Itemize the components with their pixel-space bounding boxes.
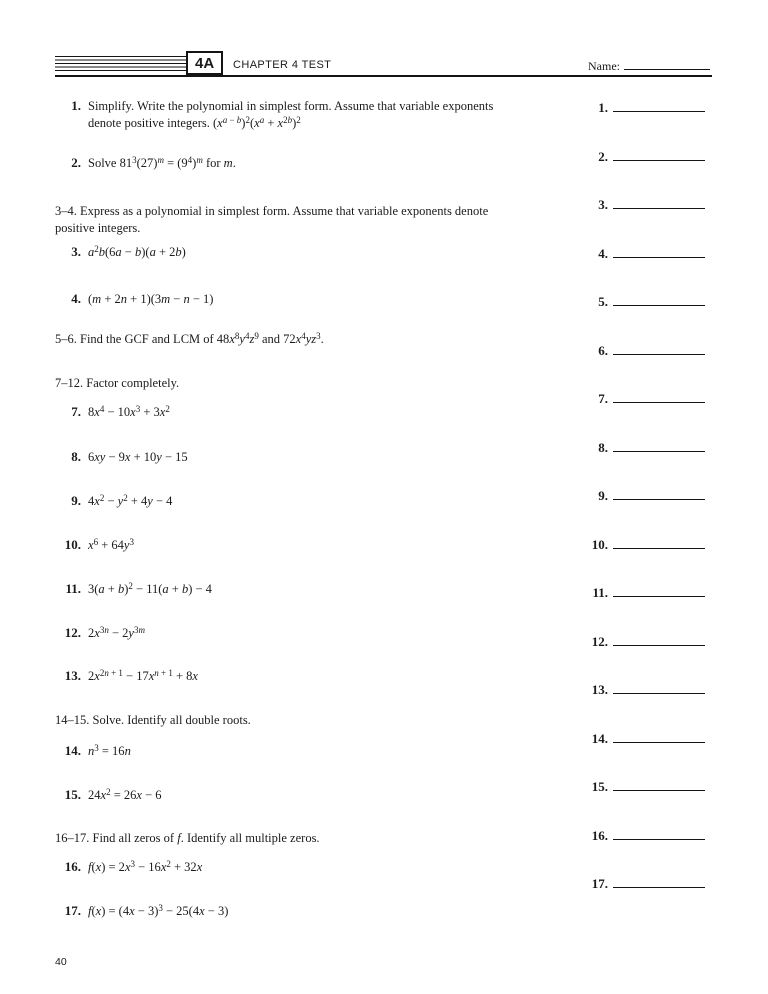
problem-4: [55, 290, 590, 308]
answer-line[interactable]: [613, 874, 705, 888]
answer-number: 13.: [591, 682, 608, 697]
problem-11: [55, 580, 590, 598]
answer-line[interactable]: [613, 98, 705, 112]
instruction-16-17: 16–17. Find all zeros of f. Identify all multiple zeros.: [55, 831, 320, 845]
answer-blank-4: [584, 244, 705, 261]
answer-line[interactable]: [613, 777, 705, 791]
problem-number: 11.: [65, 581, 81, 596]
problem-15: [55, 786, 590, 804]
answer-blank-13: [584, 680, 705, 697]
answer-blank-9: [584, 486, 705, 503]
problem-10: [55, 536, 590, 554]
problem-text: $f(x) = (4x - 3)^3 - 25(4x - 3)$: [88, 902, 229, 918]
problem-text: Simplify. Write the polynomial in simplest form. Assume that variable exponents denote positive integers. $(x^{a - b})^2(x^a + x^{2b})^2$: [88, 99, 494, 130]
chapter-title: CHAPTER 4 TEST: [233, 59, 332, 71]
name-label: Name:: [588, 59, 620, 73]
problem-text: $4x^2 - y^2 + 4y - 4$: [88, 492, 173, 508]
instruction-5-6: 5–6. Find the GCF and LCM of $48x^8y^4z^9$ and $72x^4yz^3$.: [55, 330, 324, 346]
answer-blank-10: [584, 535, 705, 552]
answer-blank-11: [584, 583, 705, 600]
answer-number: 3.: [598, 197, 608, 212]
answer-number: 12.: [591, 633, 608, 649]
instruction-3-4: 3–4. Express as a polynomial in simplest form. Assume that variable exponents denote positive integers.: [55, 204, 489, 235]
answer-number: 5.: [598, 294, 608, 309]
answer-line[interactable]: [613, 244, 705, 258]
problem-3: [55, 243, 590, 261]
problem-text: $2x^{3n} - 2y^{3m}$: [88, 624, 145, 640]
answer-line[interactable]: [613, 680, 705, 694]
problem-text: $n^3 = 16n$: [88, 742, 131, 758]
problem-13: [55, 667, 590, 685]
answer-number: 15.: [591, 779, 608, 794]
problem-number: 1.: [71, 98, 81, 113]
answer-blank-2: [584, 147, 705, 164]
problem-16: [55, 858, 590, 876]
answer-blank-1: [584, 98, 705, 115]
problem-number: 12.: [64, 625, 81, 640]
problem-9: [55, 492, 590, 510]
instruction-7-12: 7–12. Factor completely.: [55, 376, 180, 390]
questions-column: [55, 90, 590, 920]
answer-line[interactable]: [613, 826, 705, 840]
answer-blank-5: [584, 292, 705, 309]
problem-text: $2x^{2n + 1} - 17x^{n + 1} + 8x$: [88, 667, 198, 683]
problem-text: $24x^2 = 26x - 6$: [88, 786, 162, 802]
answer-line[interactable]: [613, 486, 705, 500]
problem-14: [55, 742, 590, 760]
answer-blank-3: [584, 195, 705, 212]
answer-number: 6.: [598, 342, 608, 358]
problem-number: 17.: [64, 903, 81, 918]
problem-number: 13.: [64, 668, 81, 683]
answer-number: 2.: [598, 148, 608, 164]
page-header: [55, 52, 712, 77]
answer-blank-12: [584, 632, 705, 649]
answer-column: [584, 98, 705, 923]
answer-number: 11.: [592, 585, 608, 600]
problem-text: (m + 2n + 1)(3m − n − 1): [88, 292, 214, 306]
problem-text: Solve $81^3(27)^m = (9^4)^m$ for m.: [88, 154, 236, 170]
problem-number: 8.: [71, 449, 81, 464]
answer-number: 7.: [598, 391, 608, 406]
problem-7: [55, 403, 590, 421]
answer-line[interactable]: [613, 583, 705, 597]
page-number: 40: [55, 956, 67, 968]
answer-blank-17: [584, 874, 705, 891]
problem-2: [55, 154, 590, 172]
problem-number: 15.: [64, 787, 81, 802]
problem-number: 14.: [64, 743, 81, 758]
answer-number: 9.: [598, 488, 608, 503]
instruction-14-15: 14–15. Solve. Identify all double roots.: [55, 713, 251, 727]
header-rule-lines: [55, 56, 186, 71]
answer-number: 8.: [598, 439, 608, 455]
answer-number: 14.: [591, 730, 608, 746]
problem-17: [55, 902, 590, 920]
answer-number: 16.: [591, 827, 608, 843]
answer-line[interactable]: [613, 292, 705, 306]
answer-number: 4.: [598, 245, 608, 261]
problem-1: [55, 97, 590, 132]
answer-blank-15: [584, 777, 705, 794]
answer-line[interactable]: [613, 729, 705, 743]
answer-line[interactable]: [613, 438, 705, 452]
problem-text: $f(x) = 2x^3 - 16x^2 + 32x$: [88, 858, 203, 874]
answer-blank-8: [584, 438, 705, 455]
answer-line[interactable]: [613, 389, 705, 403]
answer-blank-16: [584, 826, 705, 843]
problem-number: 2.: [71, 155, 81, 170]
problem-number: 3.: [71, 244, 81, 259]
answer-number: 10.: [591, 536, 608, 552]
answer-line[interactable]: [613, 147, 705, 161]
problem-number: 16.: [64, 859, 81, 874]
problem-8: [55, 448, 590, 466]
form-code-box: 4A: [186, 51, 223, 75]
problem-text: $a^2b(6a - b)(a + 2b)$: [88, 243, 186, 259]
problem-number: 7.: [71, 404, 81, 419]
problem-text: 6xy − 9x + 10y − 15: [88, 450, 188, 464]
problem-12: [55, 624, 590, 642]
problem-text: $8x^4 - 10x^3 + 3x^2$: [88, 403, 170, 419]
problem-number: 10.: [64, 537, 81, 552]
problem-number: 4.: [71, 291, 81, 306]
answer-line[interactable]: [613, 341, 705, 355]
name-blank-line[interactable]: [624, 56, 710, 70]
name-field: [588, 56, 710, 74]
answer-line[interactable]: [613, 535, 705, 549]
problem-number: 9.: [71, 493, 81, 508]
answer-blank-14: [584, 729, 705, 746]
answer-blank-6: [584, 341, 705, 358]
answer-number: 17.: [591, 876, 608, 891]
answer-line[interactable]: [613, 195, 705, 209]
problem-text: $3(a + b)^2 - 11(a + b) - 4$: [88, 580, 212, 596]
answer-line[interactable]: [613, 632, 705, 646]
problem-text: $x^6 + 64y^3$: [88, 536, 134, 552]
answer-number: 1.: [598, 100, 608, 115]
answer-blank-7: [584, 389, 705, 406]
